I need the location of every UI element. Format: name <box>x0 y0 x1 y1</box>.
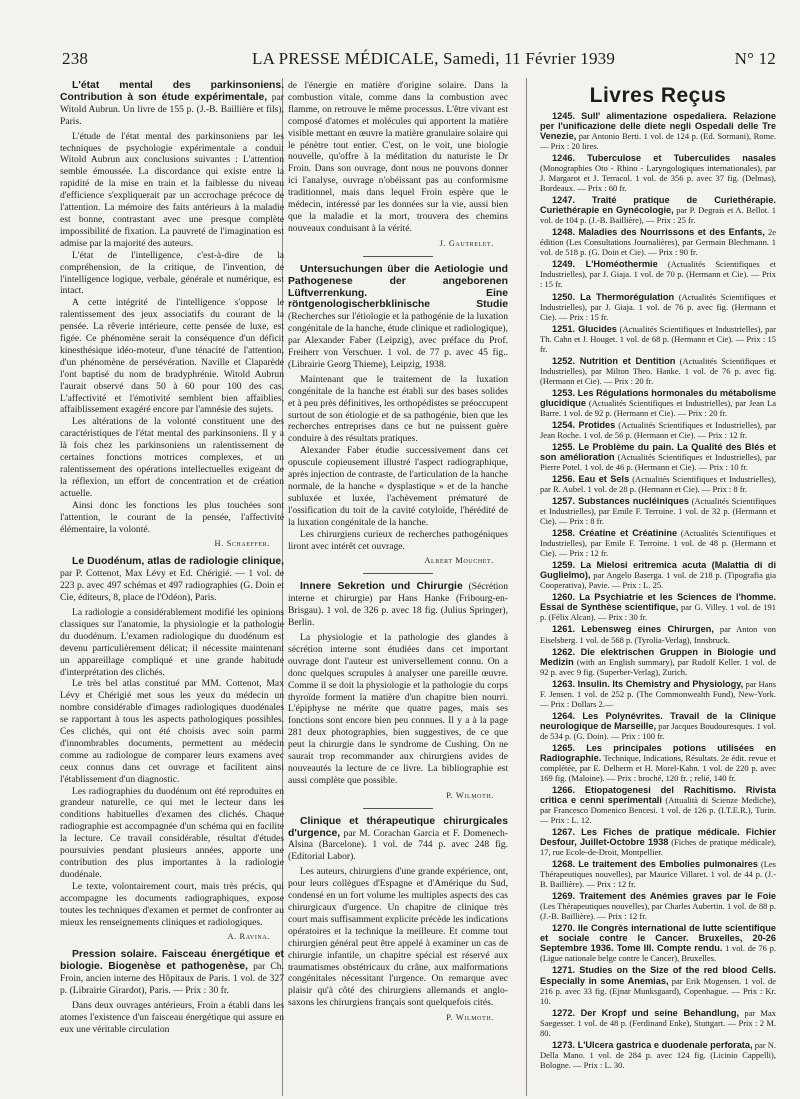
review-title: Pression solaire. Faisceau énergétique et biologie. Biogenèse et pathogenèse, <box>60 949 284 973</box>
book-title: 1268. Le traitement des Embolies pulmonaires <box>552 859 758 870</box>
book-details: (with an English summary), par Rudolf Keller. 1 vol. de 92 p. avec 9 fig. (Superber-Verlag), Zurich. <box>540 656 776 677</box>
book-entry <box>540 1008 776 1038</box>
column-reviews-left <box>60 80 284 1041</box>
book-details: par Hans F. Jensen. 1 vol. de 252 p. (The Commonwealth Fund), New-York. — Prix : Dollars 2.— <box>540 678 777 709</box>
book-review <box>288 581 508 801</box>
book-entry <box>540 743 776 783</box>
review-biblio: par P. Cottenot, Max Lévy et Ed. Chérigié. — 1 vol. de 223 p. avec 497 schémas et 497 radiographies (G. Doin et Cie, éditeurs, 8, place de l'Odéon), Paris. <box>60 568 284 604</box>
column-rule <box>526 78 527 1096</box>
book-title: 1261. Lebensweg eines Chirurgen, <box>552 624 714 635</box>
book-title: 1256. Eau et Sels <box>552 474 630 485</box>
book-details: (Attualità di Scienze Mediche), par Francesco Domenico Bencesi. 1 vol. de 126 p. (I.T.E.R.), Turin. — Prix : L. 12. <box>540 794 777 826</box>
column-livres-recus <box>540 80 776 1072</box>
review-paragraph: Les altérations de la volonté constituent une des caractéristiques de l'état mental des parkinsoniens. Il y a là fois chez les parkinsoniens un ralentissement de certaines fonctions motrices complexes, et un ralentissement des opérations intellectuelles exigeant de la réflexion, un effort de concentration et de création actuelle. <box>60 416 284 499</box>
book-details: (Actualités Scientifiques et Industrielles), par Emile F. Terroine. 1 vol. de 32 p. (Hermann et Cie). — Prix : 8 fr. <box>540 496 776 527</box>
book-details: par Anton von Eiselsberg. 1 vol. de 568 p. (Tyrolia-Verlag), Innsbruck. <box>540 624 777 645</box>
book-title: 1248. Maladies des Nourrissons et des Enfants, <box>552 227 765 238</box>
book-entry <box>540 474 776 494</box>
review-signature: P. Wilmoth. <box>446 1013 494 1023</box>
book-entry <box>540 388 776 418</box>
review-heading <box>288 581 508 629</box>
book-title: 1271. Studies on the Size of the red blood Cells. Especially in some Anemias, <box>540 965 776 986</box>
page-header <box>62 49 776 71</box>
book-review <box>288 264 508 568</box>
review-title: Untersuchungen über die Aetiologie und Pathogenese der angeborenen Lüftverrenkung. Eine röntgenologischerbklinische Studie <box>288 263 508 311</box>
book-entry <box>540 647 776 677</box>
book-details: par Angelo Baserga. 1 vol. de 218 p. (Tipografia gia Cooperativa), Pavie. — Prix : L. 25. <box>540 570 777 591</box>
book-details: (Actualités Scientifiques et Industrielles), par J. Giaja. 1 vol. de 76 p. avec fig. (Hermann et Cie). — Prix : 15 fr. <box>540 291 776 322</box>
review-paragraph: Ainsi donc les fonctions les plus touchées sont l'attention, le courant de la pensée, l'affectivité élémentaire, la volonté. <box>60 499 284 535</box>
book-details: par Antonio Berti. 1 vol. de 124 p. (Ed. Sormani), Rome. — Prix : 20 lires. <box>540 131 777 152</box>
review-biblio: (Sécrétion interne et chirurgie) par Hans Hanke (Fribourg-en-Brisgau). 1 vol. de 326 p. avec 18 fig. (Julius Springer), Berlin. <box>288 581 509 629</box>
book-title: 1245. Sull' alimentazione ospedaliera. Relazione per l'unificazione delle diete negli Ospedali delle Tre Venezie, <box>540 110 776 142</box>
review-paragraph: L'état de l'intelligence, c'est-à-dire de la compréhension, de la critique, de l'invention, de l'intelligence logique, verbale, générale et numérique, est intact. <box>60 249 284 297</box>
review-biblio: par M. Corachan Garcia et F. Domenech-Alsina (Barcelone). 1 vol. de 744 p. avec 248 fig. (Editorial Labor). <box>288 827 508 863</box>
review-title: L'état mental des parkinsoniens. Contribution à son étude expérimentale, <box>60 80 284 103</box>
review-heading <box>60 80 284 128</box>
book-entry <box>540 624 776 644</box>
book-entry <box>540 496 776 526</box>
book-title: 1250. La Thermorégulation <box>552 291 675 302</box>
book-entry <box>540 111 776 151</box>
review-paragraph: A cette intégrité de l'intelligence s'oppose le ralentissement des jeux associatifs du courant de la pensée. La rêverie intérieure, cette pensée de luxe, est figée. Ce phénomène serait la conséquence d'un déficit kinesthésique idéo-moteur, d'une ténacité de l'attention, d'un phénomène de persévération. Naville et Claparède l'ont baptisé du nom de bradyphrénie. Witold Aubrun l'aurait observé dans 50 à 60 pour 100 des cas. L'affectivité et l'émotivité semblent bien affaiblies, affaiblissement exagéré encore par l'amnésie des sujets. <box>60 297 284 416</box>
review-paragraph: Les chirurgiens curieux de recherches pathogéniques liront avec intérêt cet ouvrage. <box>288 528 508 552</box>
review-paragraph: L'étude de l'état mental des parkinsoniens par les techniques de psychologie expérimentale a conduit Witold Aubrun aux conclusions suivantes : L'attention semble émoussée. La discordance qui existe entre la rapidité de la mise en train et la faiblesse du niveau d'efficience s'expliquerait par un accrochage précoce de l'attention. La mémoire des faits antérieurs à la maladie est bonne, contrastant avec une presque complète impossibilité de fixation. La pauvreté de l'imagination est admise par la majorité des auteurs. <box>60 130 284 249</box>
review-title: Clinique et thérapeutique chirurgicales d'urgence, <box>288 815 508 839</box>
book-title: 1270. IIe Congrès international de lutte scientifique et sociale contre le Cancer. Bruxelles, 20-26 Septembre 1936. Tome III. Compte rendu. <box>540 923 776 954</box>
book-details: (Actualités Scientifiques et Industrielles), par J. Giaja. 1 vol. de 70 p. (Hermann et Cie). — Prix : 15 fr. <box>540 259 777 290</box>
book-title: 1273. L'Ulcera gastrica e duodenale perforata, <box>552 1039 753 1050</box>
book-title: 1265. Les principales potions utilisées en Radiographie. <box>540 742 776 763</box>
review-separator <box>363 808 433 809</box>
book-details: (Actualités Scientifiques et Industrielles), par R. Aubel. 1 vol. de 28 p. (Hermann et Cie). — Prix : 8 fr. <box>540 474 777 495</box>
book-entry <box>540 324 776 354</box>
review-paragraph: Le texte, volontairement court, mais très précis, qui accompagne les documents radiographiques, expose toutes les techniques d'examen et permet de confronter au mieux les renseignements cliniques et radiologiques. <box>60 880 284 928</box>
review-heading <box>60 949 284 997</box>
book-entry <box>540 259 776 289</box>
book-title: 1260. La Psychiatrie et les Sciences de l'homme. Essai de Synthèse scientifique, <box>540 592 776 613</box>
book-title: 1249. L'Homéothermie <box>552 259 658 270</box>
book-details: par P. Degrais et A. Bellot. 1 vol. de 104 p. (J.-B. Baillière), — Prix : 25 fr. <box>540 205 777 226</box>
book-entry <box>540 153 776 193</box>
review-paragraph: Les auteurs, chirurgiens d'une grande expérience, ont, pour leurs collègues d'Espagne et d'Amérique du Sud, condensé en un fort volume les multiples aspects des cas chirurgicaux d'urgence. Un chapitre de clinique très court mais suffisamment explicite précède les indications opératoires et la technique la meilleure. Et comme tout chirurgien général peut être appelé à examiner un cas de chirurgie infantile, un chapitre spécial est réservé aux traumatismes obstétricaux du crâne, aux malformations congénitales nécessitant l'urgence. On remarque avec plaisir qu'à côté des chirurgiens allemands et anglo-saxons les chirurgiens français sont quelquefois cités. <box>288 866 508 1009</box>
review-continuation <box>288 80 508 250</box>
book-details: (Fiches de pratique médicale), 17, rue Ecole-de-Droit, Montpellier. <box>540 837 777 858</box>
book-details: (Monographies Oto - Rhino - Laryngologiques internationales), par J. Margarot et J. Terracol. 1 vol. de 356 p. avec 37 fig. (Delmas), Bordeaux. — Prix : 60 fr. <box>540 163 776 194</box>
review-paragraph: Alexander Faber étudie successivement dans cet opuscule copieusement illustré l'aspect radiographique, après injection de contraste, de l'articulation de la hanche normale, de la hanche « dysplastique » et de la hanche subluxée et luxée, l'achèvement prématuré de l'ossification du toit de la cavité cotyloïde, l'hérédité de la luxation congénitale de la hanche. <box>288 445 508 528</box>
review-paragraph: Dans deux ouvrages antérieurs, Froin a établi dans les atomes l'existence d'un faisceau énergétique qui assure en eux une véritable circulation <box>60 999 284 1035</box>
book-title: 1272. Der Kropf und seine Behandlung, <box>552 1007 740 1018</box>
book-entry <box>540 785 776 825</box>
book-entry <box>540 891 776 921</box>
review-heading <box>288 264 508 371</box>
book-entry <box>540 711 776 741</box>
book-title: 1266. Etiopatogenesi del Rachitismo. Rivista critica e cenni sperimentali <box>540 784 776 805</box>
book-review <box>60 80 284 550</box>
book-details: par Max Saegesser. 1 vol. de 48 p. (Ferdinand Enke), Stuttgart. — Prix : 2 M. 80. <box>540 1007 777 1038</box>
book-title: 1251. Glucides <box>552 323 617 334</box>
book-details: (Actualités Scientifiques et Industrielles), par Emile F. Terroine. 1 vol. de 48 p. (Hermann et Cie). — Prix : 12 fr. <box>540 528 777 559</box>
review-paragraph: de l'énergie en matière d'origine solaire. Dans la combustion vitale, comme dans la combustion avec flamme, on retrouve le même processus. L'être vivant est composé d'atomes et molécules qui apportent la matière visible mettant en œuvre la matière granulaire solaire qui le pénètre tout entier. C'est, on le voit, une biologie nouvelle, qu'offre à la méditation du naturiste le Dr Froin. Dans son ouvrage, dont nous ne pouvons donner ici l'analyse, ouvrage n'obéissant pas au conformisme traditionnel, mais dans lequel Froin espère que le médecin, intéressé par les données sur la vie, aussi bien que la maladie et la mort, trouvera des chemins nouveaux conduisant à la vérité. <box>288 80 508 234</box>
book-title: 1259. La Mielosi eritremica acuta (Malattia di di Guglielmo), <box>540 560 776 581</box>
book-details: (Actualités Scientifiques et Industrielles), par Jean Roche. 1 vol. de 56 p. (Hermann et Cie). — Prix : 12 fr. <box>540 419 776 440</box>
review-title: Innere Sekretion und Chirurgie <box>300 581 463 593</box>
book-entry <box>540 592 776 622</box>
book-details: Technique, Indications, Résultats. 2e édit. revue et complétée, par E. Delherm et H. Morel-Kahn. 1 vol. de 220 p. avec 169 fig. (Maloine). — Prix : broché, 120 fr. ; relié, 140 fr. <box>540 752 776 783</box>
review-separator <box>363 573 433 574</box>
book-entry <box>540 560 776 590</box>
book-entry <box>540 356 776 386</box>
review-signature: A. Ravina. <box>227 932 270 942</box>
review-paragraph: La physiologie et la pathologie des glandes à sécrétion interne sont étudiées dans cet important ouvrage dont l'auteur est universellement connu. On a donc quelques scrupules à analyser une pareille œuvre. Comme il se doit la physiologie et la pathologie du corps thyroïde forment la matière d'un chapitre bien nourri. L'épiphyse ne mérite que quatre pages, mais ses fonctions sont encore bien peu connues. Il y a à la page 281 deux photographies, bien suggestives, de ce que peut la chirurgie dans le syndrome de Cushing. On ne saurait trop recommander aux chirurgiens avides de nouveautés la lecture de ce livre. La bibliographie est aussi complète que possible. <box>288 631 508 786</box>
book-title: 1263. Insulin. Its Chemistry and Physiology, <box>552 678 744 689</box>
book-entry <box>540 227 776 257</box>
book-entry <box>540 442 776 472</box>
book-details: 2e édition (Les Consultations Journalières), par Germain Blechmann. 1 vol. de 518 p. (G. Doin et Cie). — Prix : 90 fr. <box>540 227 776 258</box>
review-signature: P. Wilmoth. <box>446 790 494 800</box>
book-entry <box>540 923 776 963</box>
book-details: 1 vol. de 76 p. (Ligue nationale belge contre le Cancer), Bruxelles. <box>540 943 777 964</box>
book-details: (Actualités Scientifiques et Industrielles), par Pierre Potel. 1 vol. de 46 p. (Hermann et Cie). — Prix : 10 fr. <box>540 451 777 473</box>
review-signature: J. Gautrelet. <box>439 238 494 248</box>
book-title: 1264. Les Polynévrites. Travail de la Clinique neurologique de Marseille, <box>540 710 776 731</box>
column-reviews-middle <box>288 80 508 1030</box>
review-separator <box>363 256 433 257</box>
book-title: 1247. Traité pratique de Curiethérapie. Curiethérapie en Gynécologie, <box>540 195 776 216</box>
review-paragraph: Maintenant que le traitement de la luxation congénitale de la hanche est établi sur des bases solides et à peu près définitives, les orthopédistes se préoccupent surtout de son étiologie et de sa pathogénie, bien que les recherches entreprises dans ce but ne puissent guère conduire à des résultats pratiques. <box>288 373 508 445</box>
book-details: par Erik Mogensen. 1 vol. de 216 p. avec 33 fig. (Ejnar Munksgaard), Copenhague. — Prix : Kr. 10. <box>540 975 776 1006</box>
book-review <box>60 556 284 943</box>
review-title: Le Duodénum, atlas de radiologie clinique, <box>72 556 284 568</box>
book-review <box>60 949 284 1035</box>
book-entry <box>540 528 776 558</box>
book-details: (Actualités Scientifiques et Industrielles), par Jean La Barre. 1 vol. de 92 p. (Hermann et Cie). — Prix : 20 fr. <box>540 397 777 418</box>
book-title: 1252. Nutrition et Dentition <box>552 355 676 366</box>
book-entry <box>540 965 776 1005</box>
book-title: 1269. Traitement des Anémies graves par le Foie <box>552 891 776 902</box>
review-biblio: par Witold Aubrun. Un livre de 155 p. (J.-B. Baillière et fils), Paris. <box>60 91 284 127</box>
book-details: (Les Thérapeutiques nouvelles), par Maurice Villaret. 1 vol. de 44 p. (J.-B. Baillière). — Prix : 12 fr. <box>540 859 776 890</box>
section-heading: Livres Reçus <box>589 84 727 107</box>
book-title: 1246. Tuberculose et Tuberculides nasales <box>552 153 776 164</box>
book-details: par N. Della Mano. 1 vol. de 284 p. avec 124 fig. (Licinio Cappelli), Bologne. — Prix : L. 30. <box>540 1039 777 1070</box>
book-entry <box>540 195 776 225</box>
review-biblio: (Recherches sur l'étiologie et la pathogénie de la luxation congénitale de la hanche, étude clinique et radiologique), par Alexander Faber (Leipzig), avec préface du Prof. Freiherr von Verschuer. 1 vol. de 77 p. avec 45 fig.. (Librairie Georg Thieme), Leipzig, 1938. <box>288 311 508 370</box>
review-paragraph: Les radiographies du duodénum ont été reproduites en grandeur naturelle, ce qui met le lecteur dans les conditions habituelles d'examen des clichés. Chaque radiographie est accompagnée d'un schéma qui en facilite la lecture. Ce travail considérable, résultat d'études poursuivies pendant plusieurs années, apporte une contribution des plus importantes à la radiologie duodénale. <box>60 785 284 880</box>
review-heading <box>60 556 284 604</box>
book-details: par G. Villey. 1 vol. de 191 p. (Félix Alcan). — Prix : 30 fr. <box>540 602 776 623</box>
review-paragraph: La radiologie a considérablement modifié les opinions classiques sur l'anatomie, la physiologie et la pathologie du duodénum. L'examen radiologique du duodénum est devenu particulièrement délicat; il nécessite maintenant un appareillage compliqué et une grande habitude d'interprétation des clichés. <box>60 606 284 678</box>
book-entry <box>540 1040 776 1070</box>
review-heading <box>288 816 508 864</box>
book-title: 1257. Substances nucléiniques <box>552 496 689 507</box>
book-review <box>288 816 508 1024</box>
book-details: (Actualités Scientifiques et Industrielles), par Th. Cahn et J. Houget. 1 vol. de 68 p. (Hermann et Cie). — Prix : 15 fr. <box>540 323 776 354</box>
book-title: 1262. Die elektrischen Gruppen in Biologie und Medizin <box>540 646 776 667</box>
book-entry <box>540 859 776 889</box>
book-title: 1255. Le Problème du pain. La Qualité des Blés et son amélioration <box>540 441 776 462</box>
book-details: (Les Thérapeutiques nouvelles), par Charles Aubertin. 1 vol. de 88 p. (J.-B. Baillière). — Prix : 12 fr. <box>540 901 776 922</box>
page-number: 238 <box>62 49 89 68</box>
review-signature: H. Schaeffer. <box>214 539 270 549</box>
book-title: 1253. Les Régulations hormonales du métabolisme glucidique <box>540 387 776 408</box>
book-entry <box>540 292 776 322</box>
book-title: 1258. Créatine et Créatinine <box>552 528 678 539</box>
book-details: (Actualités Scientifiques et Industrielles), par Milton Theo. Hanke. 1 vol. de 76 p. avec fig. (Hermann et Cie). — Prix : 20 fr. <box>540 355 776 386</box>
book-title: 1254. Protides <box>552 419 616 430</box>
journal-title: LA PRESSE MÉDICALE, Samedi, 11 Février 1939 <box>252 49 616 68</box>
review-biblio: par Ch. Froin, ancien interne des Hôpitaux de Paris. 1 vol. de 327 p. (Librairie Girardot), Paris. — Prix : 30 fr. <box>60 961 284 997</box>
book-entry <box>540 420 776 440</box>
book-details: par Jacques Boudouresques. 1 vol. de 534 p. (G. Doin). — Prix : 100 fr. <box>540 720 777 741</box>
review-signature: Albert Mouchet. <box>424 556 494 566</box>
book-entry <box>540 679 776 709</box>
review-paragraph: Le très bel atlas constitué par MM. Cottenot, Max Lévy et Chérigié met sous les yeux du médecin un nombre considérable d'images radiologiques duodénales se rapportant à tous les aspects pathologiques possibles. Ces clichés, qui ont été choisis avec soin parmi d'innombrables documents, permettent au médecin comme au radiologue de comparer leurs examens avec ceux connus dans cet ouvrage et facilitent ainsi l'établissement d'un diagnostic. <box>60 678 284 785</box>
issue-number: N° 12 <box>734 49 776 68</box>
book-title: 1267. Les Fiches de pratique médicale. Fichier Desfour, Juillet-Octobre 1938 <box>540 827 776 848</box>
book-entry <box>540 827 776 857</box>
